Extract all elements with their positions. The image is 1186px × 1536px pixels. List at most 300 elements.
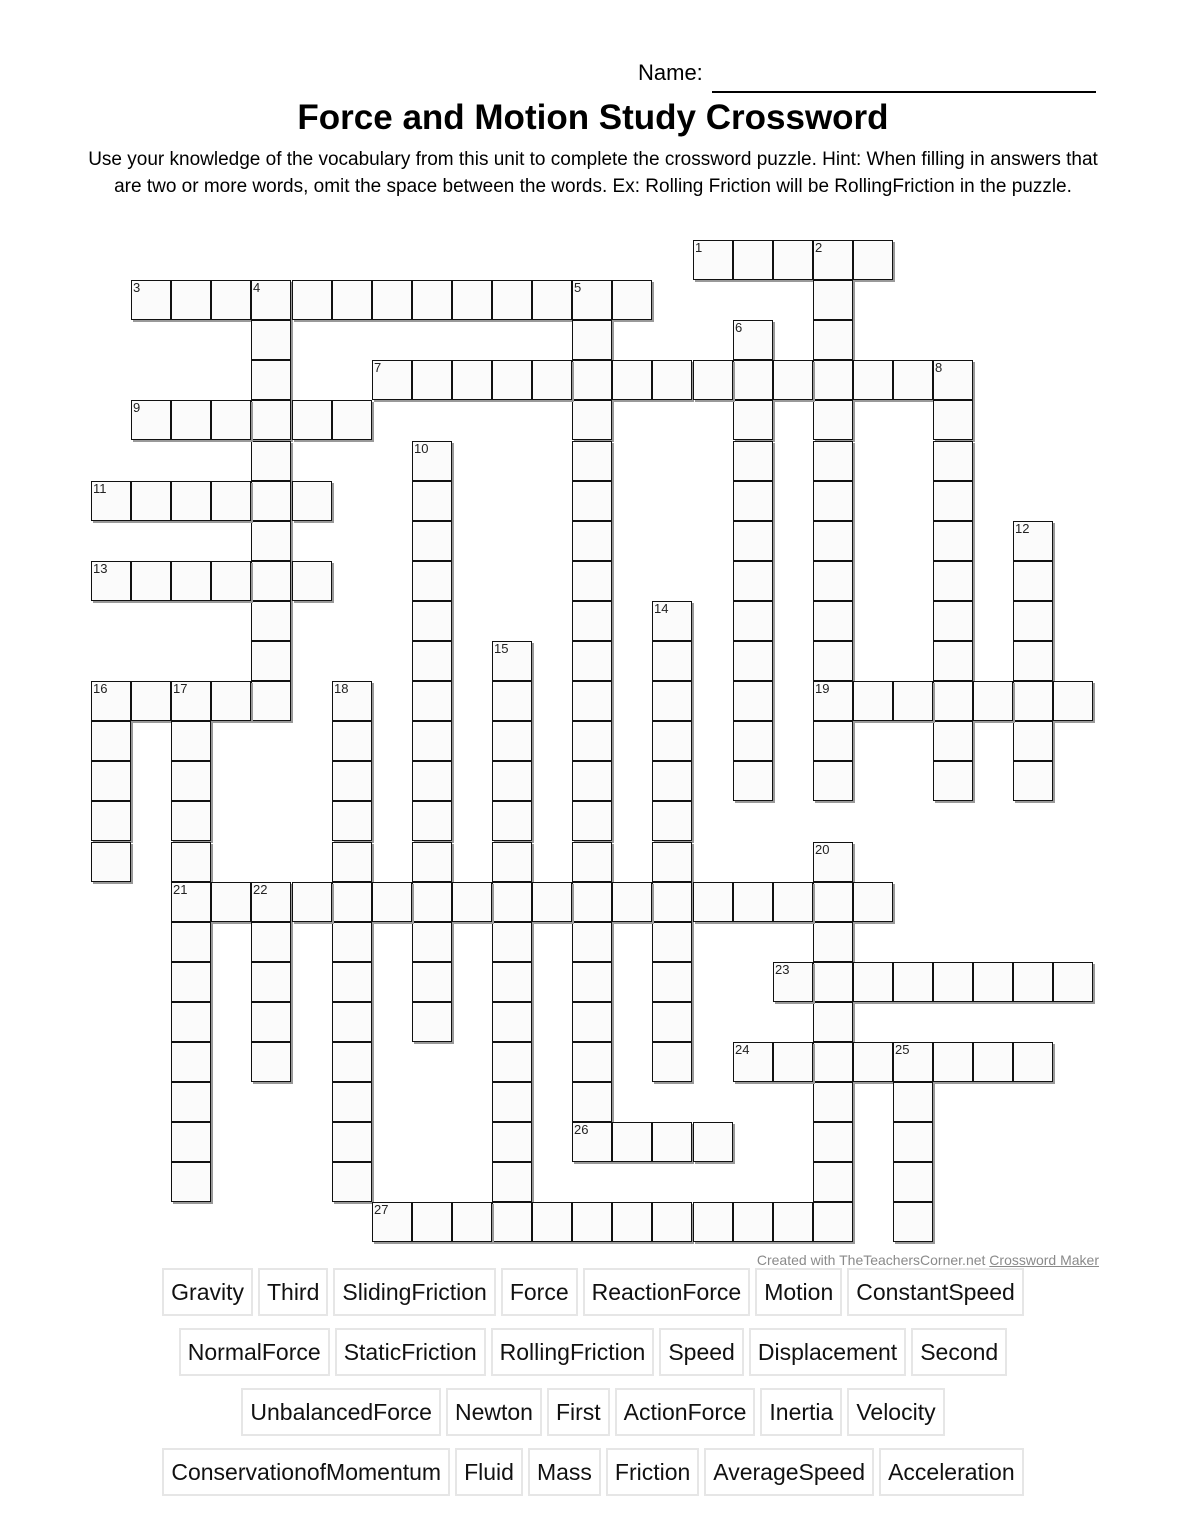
crossword-cell[interactable] — [91, 761, 131, 801]
crossword-cell[interactable] — [733, 882, 773, 922]
credit-line — [757, 1252, 1099, 1268]
crossword-cell[interactable] — [492, 1042, 532, 1082]
crossword-cell[interactable] — [693, 1122, 733, 1162]
crossword-cell[interactable] — [251, 280, 291, 320]
crossword-cell[interactable] — [652, 721, 692, 761]
crossword-cell[interactable] — [131, 400, 171, 440]
word-bank-item: Fluid — [455, 1448, 523, 1496]
crossword-cell[interactable] — [572, 882, 612, 922]
crossword-cell[interactable] — [492, 842, 532, 882]
crossword-cell[interactable] — [813, 561, 853, 601]
crossword-cell[interactable] — [91, 561, 131, 601]
crossword-cell[interactable] — [452, 882, 492, 922]
crossword-cell[interactable] — [773, 1202, 813, 1242]
word-bank-item: Acceleration — [879, 1448, 1024, 1496]
crossword-cell[interactable] — [813, 240, 853, 280]
crossword-cell[interactable] — [773, 962, 813, 1002]
crossword-cell[interactable] — [733, 441, 773, 481]
crossword-cell[interactable] — [251, 601, 291, 641]
crossword-cell[interactable] — [773, 360, 813, 400]
crossword-cell[interactable] — [933, 521, 973, 561]
crossword-cell[interactable] — [652, 882, 692, 922]
crossword-cell[interactable] — [251, 441, 291, 481]
crossword-cell[interactable] — [492, 761, 532, 801]
word-bank-item: Velocity — [847, 1388, 944, 1436]
crossword-cell[interactable] — [412, 721, 452, 761]
crossword-cell[interactable] — [853, 882, 893, 922]
crossword-cell[interactable] — [853, 681, 893, 721]
crossword-cell[interactable] — [572, 1002, 612, 1042]
crossword-cell[interactable] — [292, 280, 332, 320]
crossword-cell[interactable] — [292, 882, 332, 922]
word-bank-item: ReactionForce — [583, 1268, 751, 1316]
crossword-cell[interactable] — [893, 360, 933, 400]
crossword-cell[interactable] — [412, 641, 452, 681]
crossword-cell[interactable] — [572, 641, 612, 681]
crossword-cell[interactable] — [813, 1162, 853, 1202]
crossword-cell[interactable] — [652, 761, 692, 801]
crossword-cell[interactable] — [131, 681, 171, 721]
crossword-cell[interactable] — [251, 641, 291, 681]
word-bank-item: SlidingFriction — [333, 1268, 495, 1316]
crossword-cell[interactable] — [612, 1122, 652, 1162]
crossword-cell[interactable] — [813, 481, 853, 521]
crossword-cell[interactable] — [813, 641, 853, 681]
crossword-cell[interactable] — [652, 1202, 692, 1242]
crossword-cell[interactable] — [251, 1002, 291, 1042]
crossword-cell[interactable] — [211, 481, 251, 521]
crossword-cell[interactable] — [452, 1202, 492, 1242]
crossword-cell[interactable] — [452, 360, 492, 400]
crossword-cell[interactable] — [933, 360, 973, 400]
clue-number: 22 — [253, 882, 268, 897]
crossword-cell[interactable] — [492, 1202, 532, 1242]
crossword-cell[interactable] — [813, 601, 853, 641]
crossword-cell[interactable] — [733, 761, 773, 801]
crossword-cell[interactable] — [572, 521, 612, 561]
crossword-cell[interactable] — [693, 1202, 733, 1242]
clue-number: 8 — [935, 360, 943, 375]
crossword-cell[interactable] — [1013, 1042, 1053, 1082]
crossword-cell[interactable] — [171, 962, 211, 1002]
crossword-cell[interactable] — [652, 801, 692, 841]
crossword-cell[interactable] — [171, 842, 211, 882]
crossword-cell[interactable] — [813, 962, 853, 1002]
crossword-cell[interactable] — [412, 521, 452, 561]
crossword-cell[interactable] — [412, 481, 452, 521]
crossword-cell[interactable] — [813, 360, 853, 400]
clue-number: 17 — [173, 681, 188, 696]
crossword-cell[interactable] — [813, 1122, 853, 1162]
crossword-cell[interactable] — [1013, 601, 1053, 641]
crossword-cell[interactable] — [572, 922, 612, 962]
crossword-cell[interactable] — [813, 400, 853, 440]
crossword-cell[interactable] — [813, 280, 853, 320]
crossword-cell[interactable] — [733, 240, 773, 280]
clue-number: 19 — [815, 681, 830, 696]
crossword-cell[interactable] — [131, 481, 171, 521]
crossword-cell[interactable] — [572, 721, 612, 761]
crossword-cell[interactable] — [412, 842, 452, 882]
clue-number: 26 — [574, 1122, 589, 1137]
word-bank-item: Second — [911, 1328, 1007, 1376]
crossword-cell[interactable] — [973, 962, 1013, 1002]
crossword-cell[interactable] — [332, 1082, 372, 1122]
crossword-cell[interactable] — [292, 400, 332, 440]
clue-number: 2 — [815, 240, 823, 255]
crossword-cell[interactable] — [211, 561, 251, 601]
crossword-cell[interactable] — [492, 922, 532, 962]
crossword-cell[interactable] — [572, 761, 612, 801]
crossword-cell[interactable] — [933, 962, 973, 1002]
crossword-cell[interactable] — [251, 882, 291, 922]
crossword-cell[interactable] — [853, 1042, 893, 1082]
crossword-cell[interactable] — [131, 280, 171, 320]
crossword-cell[interactable] — [813, 1002, 853, 1042]
word-bank-row — [0, 1268, 1186, 1316]
crossword-cell[interactable] — [492, 801, 532, 841]
crossword-cell[interactable] — [91, 721, 131, 761]
clue-number: 18 — [334, 681, 349, 696]
word-bank-item: Displacement — [749, 1328, 906, 1376]
crossword-cell[interactable] — [171, 1002, 211, 1042]
crossword-cell[interactable] — [292, 481, 332, 521]
crossword-cell[interactable] — [933, 641, 973, 681]
crossword-cell[interactable] — [933, 1042, 973, 1082]
crossword-cell[interactable] — [332, 1162, 372, 1202]
crossword-cell[interactable] — [813, 882, 853, 922]
crossword-cell[interactable] — [572, 561, 612, 601]
clue-number: 16 — [93, 681, 108, 696]
crossword-cell[interactable] — [332, 1002, 372, 1042]
crossword-cell[interactable] — [131, 561, 171, 601]
crossword-cell[interactable] — [452, 280, 492, 320]
crossword-cell[interactable] — [332, 842, 372, 882]
crossword-cell[interactable] — [412, 761, 452, 801]
crossword-cell[interactable] — [251, 320, 291, 360]
crossword-cell[interactable] — [893, 681, 933, 721]
crossword-cell[interactable] — [332, 1042, 372, 1082]
clue-number: 20 — [815, 842, 830, 857]
crossword-cell[interactable] — [332, 681, 372, 721]
crossword-cell[interactable] — [211, 280, 251, 320]
crossword-cell[interactable] — [412, 1002, 452, 1042]
crossword-cell[interactable] — [251, 1042, 291, 1082]
crossword-cell[interactable] — [572, 801, 612, 841]
crossword-cell[interactable] — [652, 1042, 692, 1082]
crossword-cell[interactable] — [1013, 681, 1053, 721]
crossword-cell[interactable] — [91, 842, 131, 882]
clue-number: 9 — [133, 400, 141, 415]
crossword-cell[interactable] — [893, 1122, 933, 1162]
crossword-cell[interactable] — [412, 441, 452, 481]
crossword-cell[interactable] — [171, 681, 211, 721]
crossword-cell[interactable] — [412, 561, 452, 601]
word-bank-item: Mass — [528, 1448, 601, 1496]
crossword-cell[interactable] — [813, 761, 853, 801]
crossword-cell[interactable] — [813, 1202, 853, 1242]
crossword-cell[interactable] — [652, 1002, 692, 1042]
word-bank-item: AverageSpeed — [704, 1448, 874, 1496]
crossword-cell[interactable] — [853, 360, 893, 400]
crossword-cell[interactable] — [652, 601, 692, 641]
crossword-cell[interactable] — [171, 1082, 211, 1122]
clue-number: 13 — [93, 561, 108, 576]
crossword-cell[interactable] — [733, 320, 773, 360]
crossword-cell[interactable] — [492, 1122, 532, 1162]
clue-number: 27 — [374, 1202, 389, 1217]
crossword-cell[interactable] — [652, 681, 692, 721]
crossword-cell[interactable] — [612, 280, 652, 320]
crossword-cell[interactable] — [412, 601, 452, 641]
crossword-cell[interactable] — [492, 681, 532, 721]
crossword-cell[interactable] — [1013, 521, 1053, 561]
name-field-line[interactable] — [712, 91, 1096, 93]
crossword-cell[interactable] — [412, 360, 452, 400]
crossword-cell[interactable] — [532, 882, 572, 922]
crossword-cell[interactable] — [893, 1042, 933, 1082]
crossword-cell[interactable] — [652, 962, 692, 1002]
crossword-cell[interactable] — [933, 400, 973, 440]
word-bank-row — [0, 1388, 1186, 1436]
crossword-cell[interactable] — [492, 1002, 532, 1042]
crossword-cell[interactable] — [1013, 641, 1053, 681]
page-title: Force and Motion Study Crossword — [297, 98, 889, 137]
crossword-cell[interactable] — [572, 1042, 612, 1082]
crossword-cell[interactable] — [733, 1202, 773, 1242]
clue-number: 4 — [253, 280, 261, 295]
crossword-cell[interactable] — [251, 561, 291, 601]
crossword-cell[interactable] — [492, 641, 532, 681]
crossword-cell[interactable] — [973, 1042, 1013, 1082]
crossword-cell[interactable] — [492, 882, 532, 922]
word-bank-item: Force — [501, 1268, 578, 1316]
crossword-cell[interactable] — [572, 1122, 612, 1162]
crossword-cell[interactable] — [572, 1202, 612, 1242]
clue-number: 23 — [775, 962, 790, 977]
crossword-cell[interactable] — [492, 360, 532, 400]
crossword-cell[interactable] — [733, 681, 773, 721]
crossword-cell[interactable] — [773, 1042, 813, 1082]
word-bank-item: Speed — [659, 1328, 744, 1376]
crossword-cell[interactable] — [1053, 681, 1093, 721]
crossword-cell[interactable] — [492, 721, 532, 761]
crossword-cell[interactable] — [492, 962, 532, 1002]
crossword-cell[interactable] — [211, 681, 251, 721]
crossword-cell[interactable] — [171, 400, 211, 440]
crossword-cell[interactable] — [171, 761, 211, 801]
crossword-cell[interactable] — [1053, 962, 1093, 1002]
crossword-cell[interactable] — [211, 882, 251, 922]
crossword-cell[interactable] — [1013, 962, 1053, 1002]
crossword-cell[interactable] — [332, 400, 372, 440]
crossword-cell[interactable] — [813, 441, 853, 481]
crossword-cell[interactable] — [251, 962, 291, 1002]
word-bank-item: UnbalancedForce — [241, 1388, 441, 1436]
name-label: Name: — [638, 60, 703, 85]
crossword-cell[interactable] — [933, 721, 973, 761]
crossword-cell[interactable] — [412, 962, 452, 1002]
word-bank-row — [0, 1448, 1186, 1496]
word-bank-item: Motion — [755, 1268, 842, 1316]
crossword-cell[interactable] — [693, 240, 733, 280]
crossword-cell[interactable] — [813, 721, 853, 761]
crossword-cell[interactable] — [693, 882, 733, 922]
crossword-maker-link[interactable]: Crossword Maker — [989, 1252, 1099, 1268]
crossword-cell[interactable] — [372, 360, 412, 400]
crossword-cell[interactable] — [813, 681, 853, 721]
crossword-cell[interactable] — [572, 320, 612, 360]
crossword-cell[interactable] — [1013, 721, 1053, 761]
crossword-cell[interactable] — [171, 481, 211, 521]
word-bank-item: NormalForce — [179, 1328, 330, 1376]
crossword-cell[interactable] — [572, 441, 612, 481]
crossword-cell[interactable] — [733, 561, 773, 601]
crossword-cell[interactable] — [893, 1162, 933, 1202]
crossword-cell[interactable] — [893, 962, 933, 1002]
crossword-cell[interactable] — [733, 400, 773, 440]
crossword-cell[interactable] — [973, 681, 1013, 721]
crossword-cell[interactable] — [733, 601, 773, 641]
crossword-cell[interactable] — [933, 481, 973, 521]
word-bank-item: Friction — [606, 1448, 699, 1496]
crossword-cell[interactable] — [652, 922, 692, 962]
crossword-cell[interactable] — [572, 1082, 612, 1122]
crossword-cell[interactable] — [652, 1122, 692, 1162]
crossword-cell[interactable] — [372, 280, 412, 320]
crossword-cell[interactable] — [933, 561, 973, 601]
crossword-cell[interactable] — [572, 481, 612, 521]
clue-number: 5 — [574, 280, 582, 295]
crossword-cell[interactable] — [612, 360, 652, 400]
crossword-cell[interactable] — [332, 922, 372, 962]
crossword-cell[interactable] — [693, 360, 733, 400]
word-bank — [0, 1268, 1186, 1508]
crossword-cell[interactable] — [572, 842, 612, 882]
crossword-cell[interactable] — [171, 1162, 211, 1202]
clue-number: 15 — [494, 641, 509, 656]
crossword-cell[interactable] — [412, 922, 452, 962]
crossword-cell[interactable] — [251, 521, 291, 561]
crossword-cell[interactable] — [332, 962, 372, 1002]
crossword-cell[interactable] — [492, 280, 532, 320]
crossword-cell[interactable] — [572, 681, 612, 721]
clue-number: 21 — [173, 882, 188, 897]
crossword-cell[interactable] — [572, 360, 612, 400]
crossword-cell[interactable] — [171, 1122, 211, 1162]
crossword-cell[interactable] — [532, 360, 572, 400]
crossword-cell[interactable] — [652, 842, 692, 882]
crossword-cell[interactable] — [572, 280, 612, 320]
crossword-cell[interactable] — [171, 922, 211, 962]
crossword-cell[interactable] — [813, 922, 853, 962]
crossword-cell[interactable] — [1013, 761, 1053, 801]
crossword-cell[interactable] — [171, 1042, 211, 1082]
crossword-cell[interactable] — [171, 721, 211, 761]
crossword-cell[interactable] — [91, 801, 131, 841]
crossword-cell[interactable] — [332, 801, 372, 841]
crossword-cell[interactable] — [652, 360, 692, 400]
crossword-cell[interactable] — [933, 441, 973, 481]
crossword-cell[interactable] — [532, 280, 572, 320]
crossword-cell[interactable] — [251, 400, 291, 440]
crossword-cell[interactable] — [572, 400, 612, 440]
crossword-cell[interactable] — [813, 1042, 853, 1082]
crossword-cell[interactable] — [292, 561, 332, 601]
clue-number: 25 — [895, 1042, 910, 1057]
word-bank-item: ActionForce — [615, 1388, 756, 1436]
crossword-cell[interactable] — [652, 641, 692, 681]
crossword-cell[interactable] — [171, 801, 211, 841]
crossword-cell[interactable] — [733, 721, 773, 761]
crossword-cell[interactable] — [733, 641, 773, 681]
crossword-cell[interactable] — [933, 681, 973, 721]
crossword-cell[interactable] — [332, 761, 372, 801]
crossword-cell[interactable] — [853, 962, 893, 1002]
crossword-cell[interactable] — [773, 240, 813, 280]
crossword-cell[interactable] — [412, 1202, 452, 1242]
crossword-cell[interactable] — [412, 801, 452, 841]
crossword-cell[interactable] — [412, 681, 452, 721]
word-bank-item: ConservationofMomentum — [162, 1448, 450, 1496]
crossword-cell[interactable] — [412, 280, 452, 320]
crossword-cell[interactable] — [211, 400, 251, 440]
crossword-cell[interactable] — [171, 280, 211, 320]
crossword-cell[interactable] — [492, 1082, 532, 1122]
crossword-cell[interactable] — [733, 360, 773, 400]
crossword-cell[interactable] — [492, 1162, 532, 1202]
crossword-cell[interactable] — [91, 681, 131, 721]
crossword-cell[interactable] — [372, 882, 412, 922]
crossword-cell[interactable] — [171, 561, 211, 601]
crossword-cell[interactable] — [171, 882, 211, 922]
crossword-cell[interactable] — [893, 1202, 933, 1242]
crossword-cell[interactable] — [251, 681, 291, 721]
clue-number: 11 — [93, 481, 107, 496]
crossword-cell[interactable] — [813, 842, 853, 882]
crossword-cell[interactable] — [813, 521, 853, 561]
crossword-cell[interactable] — [332, 882, 372, 922]
crossword-cell[interactable] — [251, 922, 291, 962]
crossword-cell[interactable] — [612, 1202, 652, 1242]
crossword-cell[interactable] — [572, 601, 612, 641]
crossword-cell[interactable] — [853, 240, 893, 280]
crossword-cell[interactable] — [412, 882, 452, 922]
word-bank-item: RollingFriction — [491, 1328, 655, 1376]
crossword-cell[interactable] — [813, 1082, 853, 1122]
crossword-cell[interactable] — [893, 1082, 933, 1122]
crossword-cell[interactable] — [612, 882, 652, 922]
crossword-cell[interactable] — [1013, 561, 1053, 601]
crossword-cell[interactable] — [532, 1202, 572, 1242]
crossword-cell[interactable] — [332, 280, 372, 320]
crossword-cell[interactable] — [733, 1042, 773, 1082]
crossword-cell[interactable] — [251, 481, 291, 521]
crossword-cell[interactable] — [733, 481, 773, 521]
crossword-cell[interactable] — [372, 1202, 412, 1242]
crossword-cell[interactable] — [733, 521, 773, 561]
crossword-cell[interactable] — [773, 882, 813, 922]
crossword-cell[interactable] — [933, 761, 973, 801]
crossword-cell[interactable] — [572, 962, 612, 1002]
crossword-cell[interactable] — [813, 320, 853, 360]
clue-number: 7 — [374, 360, 382, 375]
crossword-cell[interactable] — [332, 1122, 372, 1162]
crossword-cell[interactable] — [332, 721, 372, 761]
crossword-cell[interactable] — [91, 481, 131, 521]
crossword-cell[interactable] — [933, 601, 973, 641]
crossword-cell[interactable] — [251, 360, 291, 400]
